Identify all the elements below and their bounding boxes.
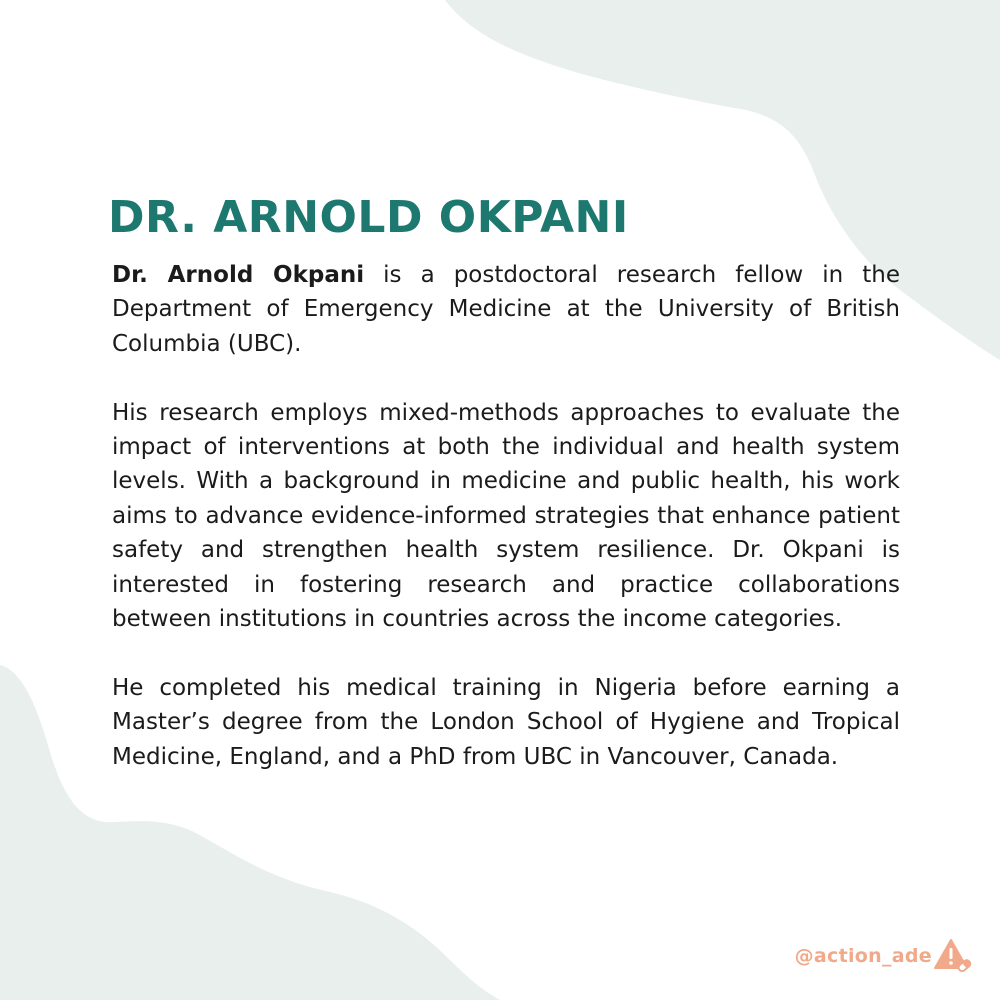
training-paragraph: He completed his medical training in Nigeria before earning a Master’s degree from the London School of Hygiene and Tropical Medicine, England, and a PhD from UBC in Vancouver, Canada.	[112, 674, 900, 770]
social-handle	[795, 938, 972, 974]
warning-triangle-icon	[934, 938, 972, 974]
intro-paragraph	[112, 258, 900, 361]
person-name: Dr. Arnold Okpani	[112, 262, 365, 288]
research-paragraph: His research employs mixed-methods approaches to evaluate the impact of interventions at both the individual and health system levels. With a background in medicine and public health, his work aims to advance evidence-informed strategies that enhance patient safety and strengthen health system resilience. Dr. Okpani is interested in fostering research and practice collaborations between institutions in countries across the income categories.	[112, 399, 900, 633]
handle-text: @action_ade	[794, 945, 932, 967]
page-title: DR. ARNOLD OKPANI	[108, 192, 629, 243]
biography	[112, 258, 900, 774]
intro-text: is a postdoctoral research fellow in the Department of Emergency Medicine at the University of British Columbia (UBC).	[112, 262, 900, 357]
